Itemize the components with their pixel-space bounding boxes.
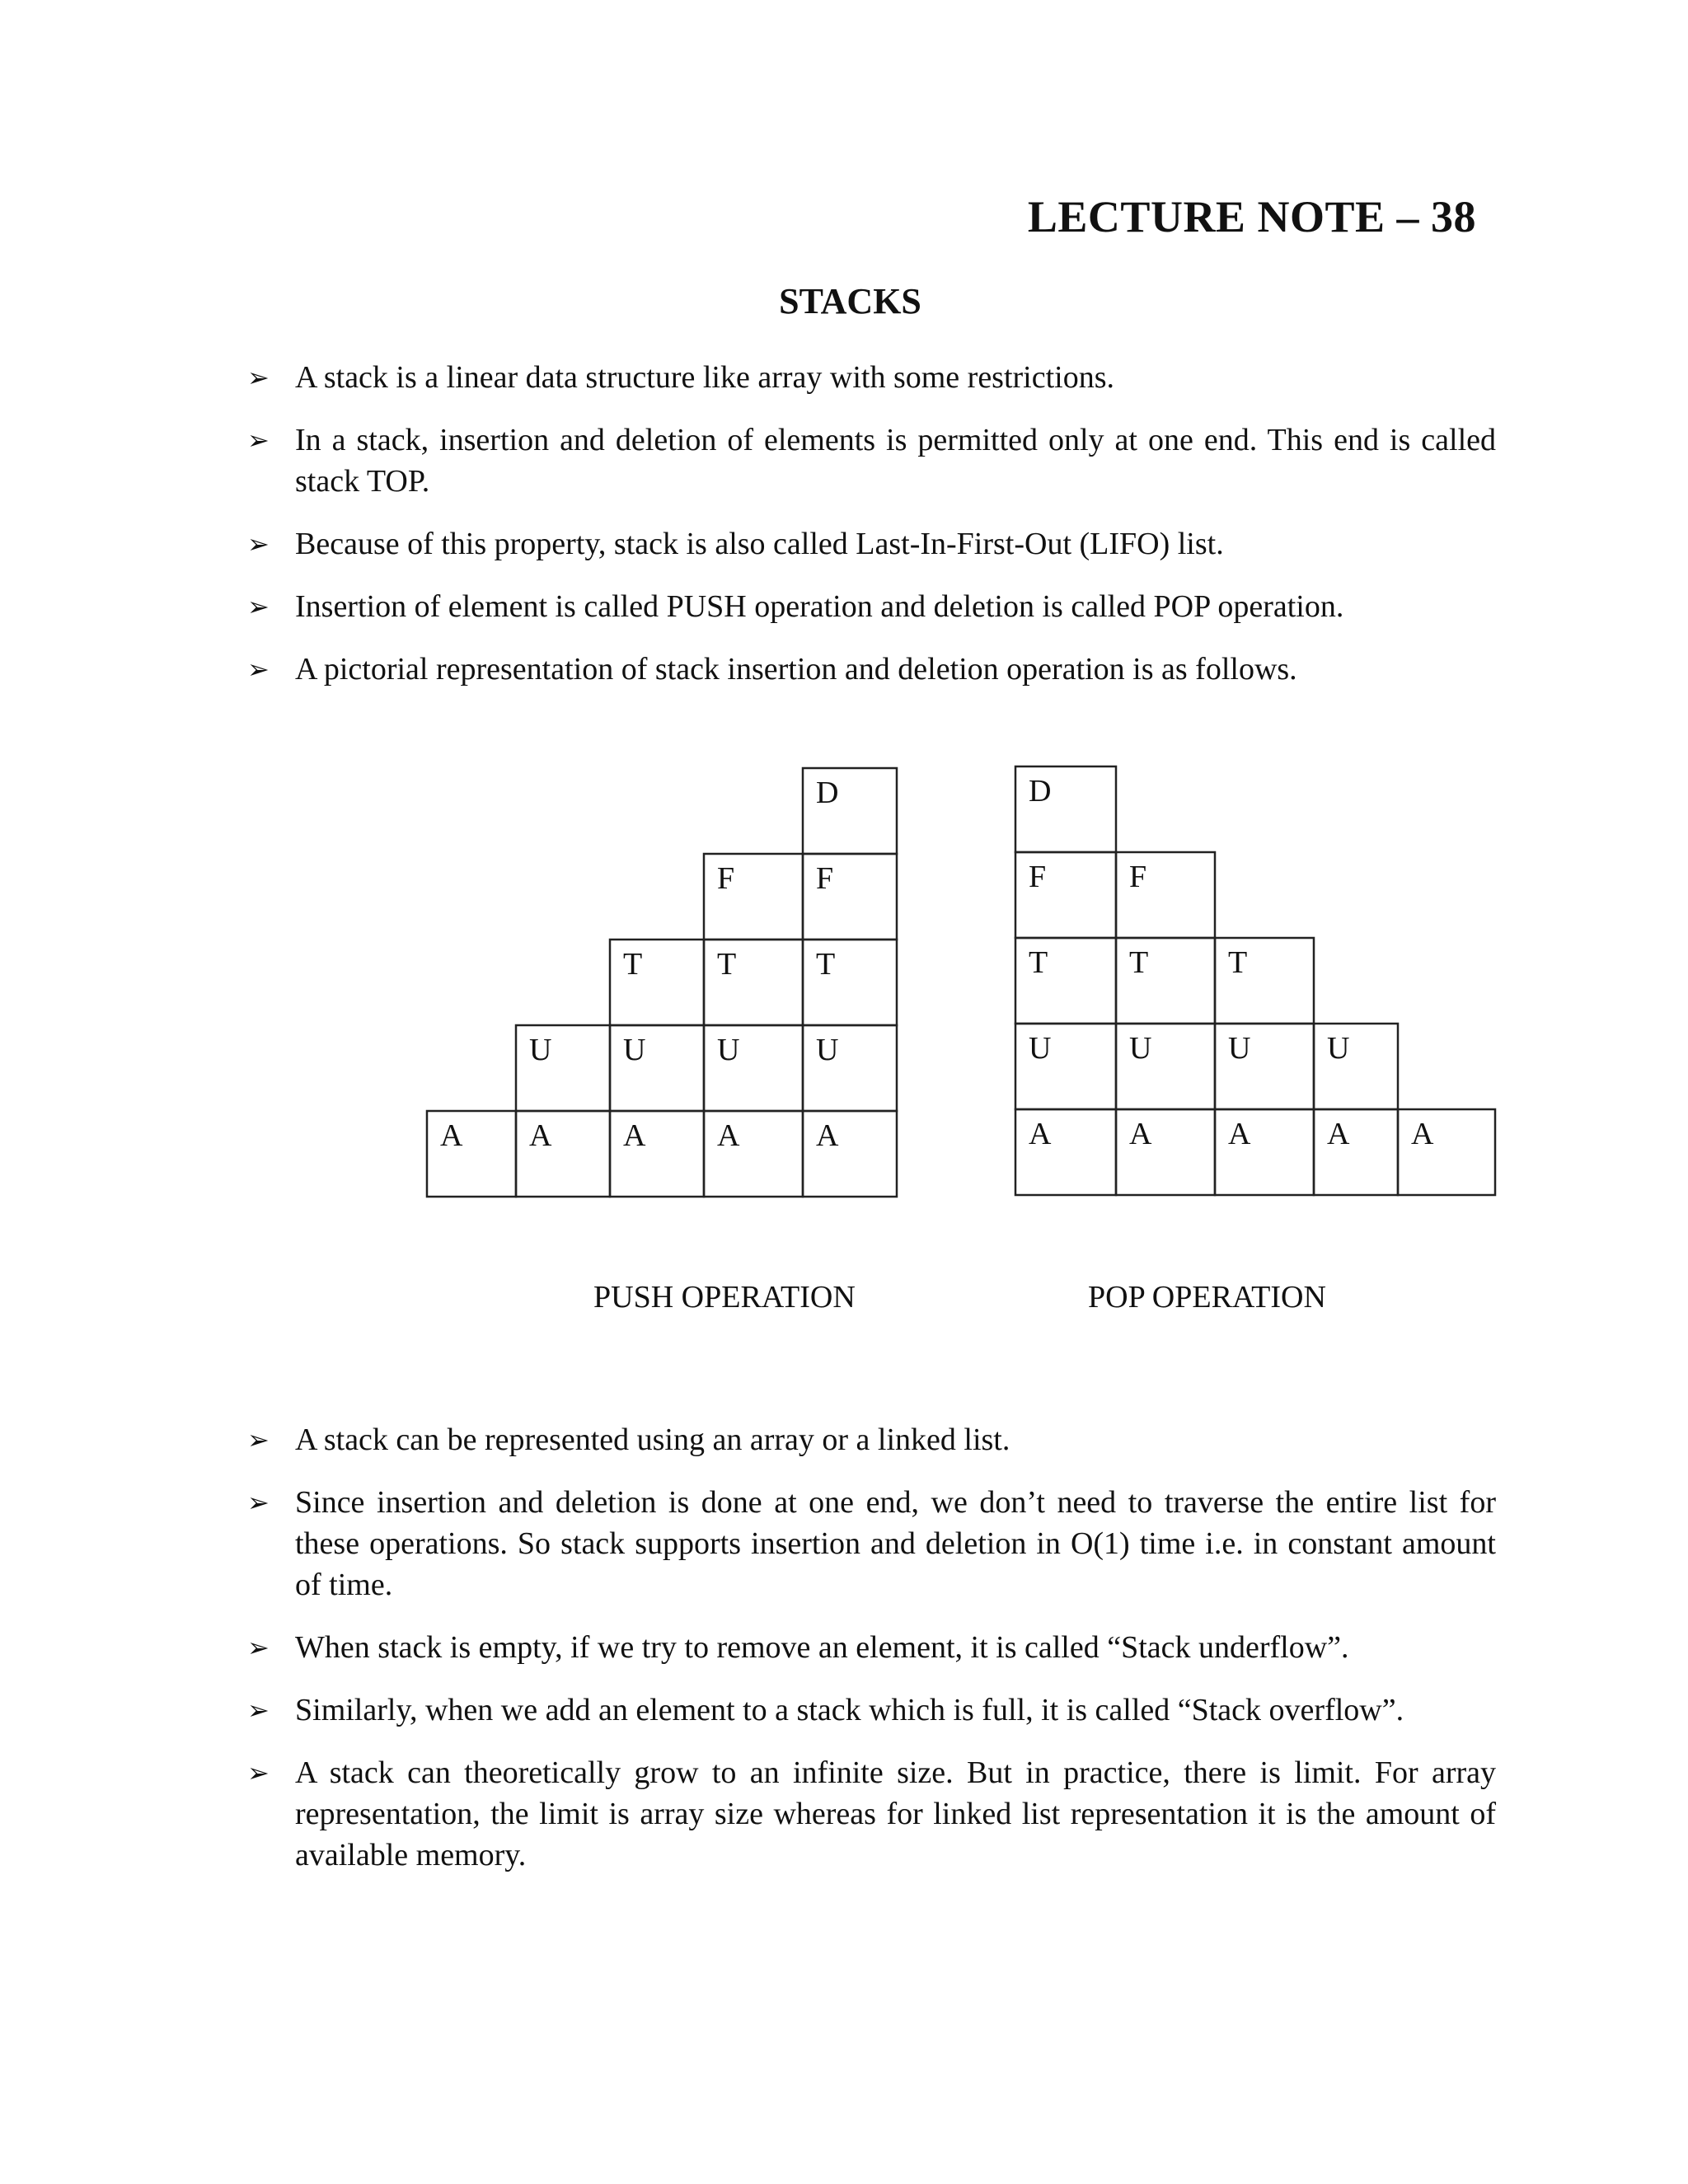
push-stack-cell-label: U [529, 1033, 552, 1067]
push-stack-cell-label: F [816, 861, 834, 896]
arrowhead-icon: ➢ [247, 528, 270, 560]
push-stack-cell-label: T [816, 947, 836, 982]
section-title: STACKS [779, 281, 921, 321]
pop-stack-cell-label: T [1129, 945, 1149, 980]
push-stack-cell [610, 1111, 704, 1197]
push-stack-cell [803, 940, 897, 1025]
pop-stack-cell [1015, 1109, 1116, 1195]
pop-stack-cell-label: A [1327, 1117, 1350, 1151]
push-stack-cell-label: U [816, 1033, 839, 1067]
page-title: LECTURE NOTE – 38 [1027, 192, 1476, 241]
pop-stack-cell-label: T [1228, 945, 1248, 980]
list-item [247, 419, 1496, 502]
list-item-text: A pictorial representation of stack insertion and deletion operation is as follows. [295, 652, 1297, 687]
pop-stack-cell [1116, 852, 1215, 938]
list-item-text: Insertion of element is called PUSH operation and deletion is called POP operation. [295, 589, 1344, 624]
push-stack-cell-label: A [816, 1118, 839, 1153]
pop-stack-cell-label: T [1029, 945, 1048, 980]
list-item [247, 1482, 1496, 1605]
push-stack-cell-label: A [717, 1118, 740, 1153]
push-stack-cell-label: A [440, 1118, 463, 1153]
push-stack-cell [516, 1111, 610, 1197]
push-stack-cell [803, 1111, 897, 1197]
bullet-list-bottom [247, 1419, 1496, 1897]
push-stack-cell [803, 854, 897, 940]
arrowhead-icon: ➢ [247, 654, 270, 685]
push-operation-label: PUSH OPERATION [593, 1280, 856, 1315]
push-stack-cell-label: A [623, 1118, 646, 1153]
push-stack-diagram [427, 768, 897, 1197]
pop-stack-cell [1015, 852, 1116, 938]
pop-stack-cell [1015, 766, 1116, 852]
list-item [247, 586, 1496, 627]
list-item-text: Because of this property, stack is also called Last-In-First-Out (LIFO) list. [295, 527, 1224, 561]
push-stack-cell-label: F [717, 861, 735, 896]
list-item-text: A stack can theoretically grow to an infinite size. But in practice, there is limit. For array representation, the limit is array size whereas for linked list representation it is the amount of available memory. [295, 1755, 1496, 1872]
list-item [247, 1690, 1496, 1731]
pop-stack-cell [1215, 1109, 1314, 1195]
pop-stack-cell-label: U [1129, 1031, 1152, 1066]
arrowhead-icon: ➢ [247, 1424, 270, 1455]
pop-stack-cell-label: U [1228, 1031, 1251, 1066]
arrowhead-icon: ➢ [247, 591, 270, 622]
list-item-text: When stack is empty, if we try to remove an element, it is called “Stack underflow”. [295, 1630, 1349, 1665]
pop-stack-cell-label: U [1029, 1031, 1052, 1066]
list-item [247, 1752, 1496, 1876]
push-stack-cell [704, 854, 803, 940]
list-item-text: In a stack, insertion and deletion of elements is permitted only at one end. This end is called stack TOP. [295, 423, 1496, 499]
push-stack-cell [610, 940, 704, 1025]
pop-stack-cell-label: D [1029, 774, 1052, 808]
push-stack-cell-label: A [529, 1118, 552, 1153]
pop-stack-cell [1116, 1109, 1215, 1195]
push-stack-cell-label: T [623, 947, 643, 982]
pop-operation-label: POP OPERATION [1088, 1280, 1326, 1315]
list-item [247, 1627, 1496, 1668]
push-stack-cell-label: T [717, 947, 737, 982]
list-item [247, 523, 1496, 565]
pop-stack-cell [1215, 1024, 1314, 1109]
push-stack-cell [704, 1111, 803, 1197]
pop-stack-cell-label: A [1129, 1117, 1152, 1151]
push-stack-cell [516, 1025, 610, 1111]
list-item [247, 1419, 1496, 1460]
pop-stack-cell-label: U [1327, 1031, 1350, 1066]
arrowhead-icon: ➢ [247, 1694, 270, 1726]
push-stack-cell-label: U [623, 1033, 646, 1067]
pop-stack-cell [1116, 938, 1215, 1024]
list-item [247, 649, 1496, 690]
push-stack-cell [803, 768, 897, 854]
pop-stack-cell [1116, 1024, 1215, 1109]
push-stack-cell [427, 1111, 516, 1197]
pop-stack-cell [1398, 1109, 1495, 1195]
pop-stack-cell [1015, 1024, 1116, 1109]
arrowhead-icon: ➢ [247, 424, 270, 456]
push-stack-cell [704, 1025, 803, 1111]
pop-stack-diagram [1015, 766, 1495, 1195]
bullet-list-top [247, 357, 1496, 711]
pop-stack-cell-label: A [1228, 1117, 1251, 1151]
push-stack-cell [803, 1025, 897, 1111]
push-stack-cell-label: D [816, 776, 839, 810]
pop-stack-cell-label: F [1129, 860, 1147, 894]
list-item [247, 357, 1496, 398]
list-item-text: A stack is a linear data structure like array with some restrictions. [295, 360, 1115, 395]
list-item-text: Similarly, when we add an element to a stack which is full, it is called “Stack overflow”. [295, 1693, 1404, 1727]
pop-stack-cell [1215, 938, 1314, 1024]
pop-stack-cell [1314, 1024, 1398, 1109]
push-stack-cell [610, 1025, 704, 1111]
push-stack-cell-label: U [717, 1033, 740, 1067]
pop-stack-cell-label: A [1411, 1117, 1434, 1151]
pop-stack-cell [1015, 938, 1116, 1024]
pop-stack-cell-label: F [1029, 860, 1047, 894]
arrowhead-icon: ➢ [247, 1757, 270, 1788]
arrowhead-icon: ➢ [247, 1487, 270, 1518]
arrowhead-icon: ➢ [247, 1632, 270, 1663]
pop-stack-cell-label: A [1029, 1117, 1052, 1151]
arrowhead-icon: ➢ [247, 362, 270, 393]
push-stack-cell [704, 940, 803, 1025]
pop-stack-cell [1314, 1109, 1398, 1195]
list-item-text: Since insertion and deletion is done at one end, we don’t need to traverse the entire list for these operations. So stack supports insertion and deletion in O(1) time i.e. in constant amount of time. [295, 1485, 1496, 1602]
list-item-text: A stack can be represented using an array or a linked list. [295, 1422, 1010, 1457]
